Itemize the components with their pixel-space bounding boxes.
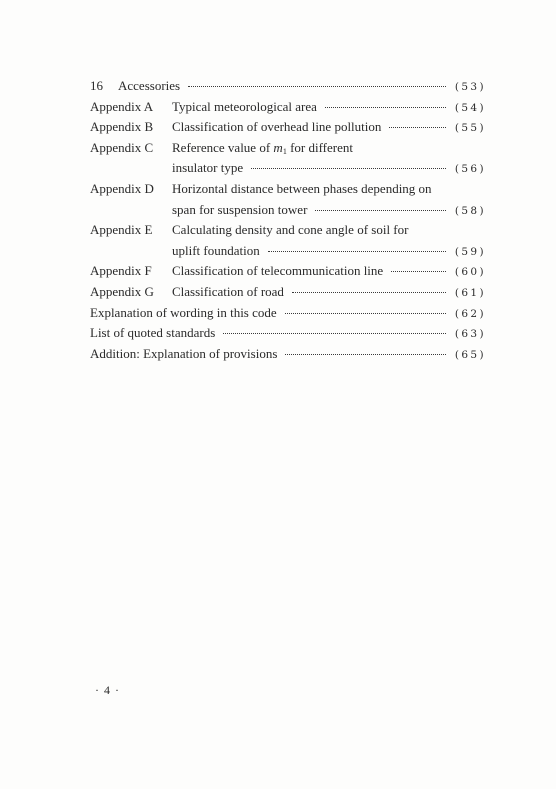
toc-entry-title: Horizontal distance between phases depending on: [172, 180, 432, 196]
toc-entry-title: Classification of road: [172, 283, 284, 299]
toc-entry-title: List of quoted standards: [90, 325, 216, 341]
toc-entry-accessories[interactable]: [90, 76, 486, 97]
toc-entry-page: (65): [454, 348, 486, 361]
toc-entry-label: Appendix F: [90, 263, 152, 279]
toc-entry-appendix-c[interactable]: [90, 138, 486, 159]
toc-entry-title-continued: insulator type: [172, 160, 244, 176]
toc-entry-page: (55): [454, 122, 486, 135]
dot-leader: [391, 271, 446, 272]
toc-entry-title-continued: span for suspension tower: [172, 201, 308, 217]
table-of-contents: [90, 76, 486, 364]
toc-entry-title: Addition: Explanation of provisions: [90, 345, 278, 361]
toc-entry-title: Classification of overhead line pollution: [172, 119, 382, 135]
toc-entry-title: Accessories: [118, 78, 181, 93]
toc-entry-appendix-a[interactable]: [90, 97, 486, 118]
toc-entry-label: Appendix C: [90, 139, 154, 155]
toc-entry-title: Calculating density and cone angle of soil for: [172, 222, 409, 238]
page-number: · 4 ·: [95, 683, 120, 697]
dot-leader: [315, 210, 446, 211]
toc-entry-page: (62): [454, 307, 486, 320]
toc-entry-label: Appendix E: [90, 222, 153, 238]
toc-entry-page: (61): [454, 286, 486, 299]
title-subscript: 1: [282, 146, 287, 156]
toc-entry-title: Typical meteorological area: [172, 98, 317, 114]
toc-entry-quoted-standards[interactable]: [90, 323, 486, 344]
title-prefix: Reference value of: [172, 139, 274, 155]
toc-entry-title-continued: uplift foundation: [172, 242, 260, 258]
dot-leader: [325, 107, 446, 108]
toc-entry-appendix-b[interactable]: [90, 117, 486, 138]
toc-entry-label: Appendix D: [90, 180, 154, 196]
toc-entry-appendix-f[interactable]: [90, 261, 486, 282]
dot-leader: [292, 292, 446, 293]
toc-entry-page: (59): [454, 245, 486, 258]
dot-leader: [251, 168, 446, 169]
toc-entry-explanation-of-wording[interactable]: [90, 303, 486, 324]
dot-leader: [268, 251, 446, 252]
toc-entry-page: (58): [454, 204, 486, 217]
dot-leader: [188, 86, 446, 87]
dot-leader: [285, 354, 446, 355]
title-variable: m: [273, 139, 283, 155]
toc-entry-page: (60): [454, 266, 486, 279]
toc-entry-page: (54): [454, 101, 486, 114]
toc-entry-appendix-d-continued[interactable]: [90, 200, 486, 221]
toc-entry-page: (56): [454, 163, 486, 176]
toc-entry-appendix-e[interactable]: [90, 220, 486, 241]
toc-entry-appendix-e-continued[interactable]: [90, 241, 486, 262]
toc-entry-appendix-d[interactable]: [90, 179, 486, 200]
dot-leader: [285, 313, 446, 314]
dot-leader: [389, 127, 446, 128]
toc-entry-page: (53): [454, 81, 486, 93]
toc-entry-appendix-g[interactable]: [90, 282, 486, 303]
toc-entry-title: Explanation of wording in this code: [90, 304, 277, 320]
toc-entry-label: Appendix B: [90, 119, 154, 135]
toc-entry-label: Appendix A: [90, 98, 154, 114]
dot-leader: [223, 333, 446, 334]
toc-entry-title: Classification of telecommunication line: [172, 263, 384, 279]
title-suffix: for different: [286, 139, 353, 155]
toc-entry-explanation-of-provisions[interactable]: [90, 344, 486, 365]
toc-entry-page: (63): [454, 328, 486, 341]
toc-entry-label: Appendix G: [90, 283, 154, 299]
toc-entry-label: 16: [90, 78, 103, 93]
